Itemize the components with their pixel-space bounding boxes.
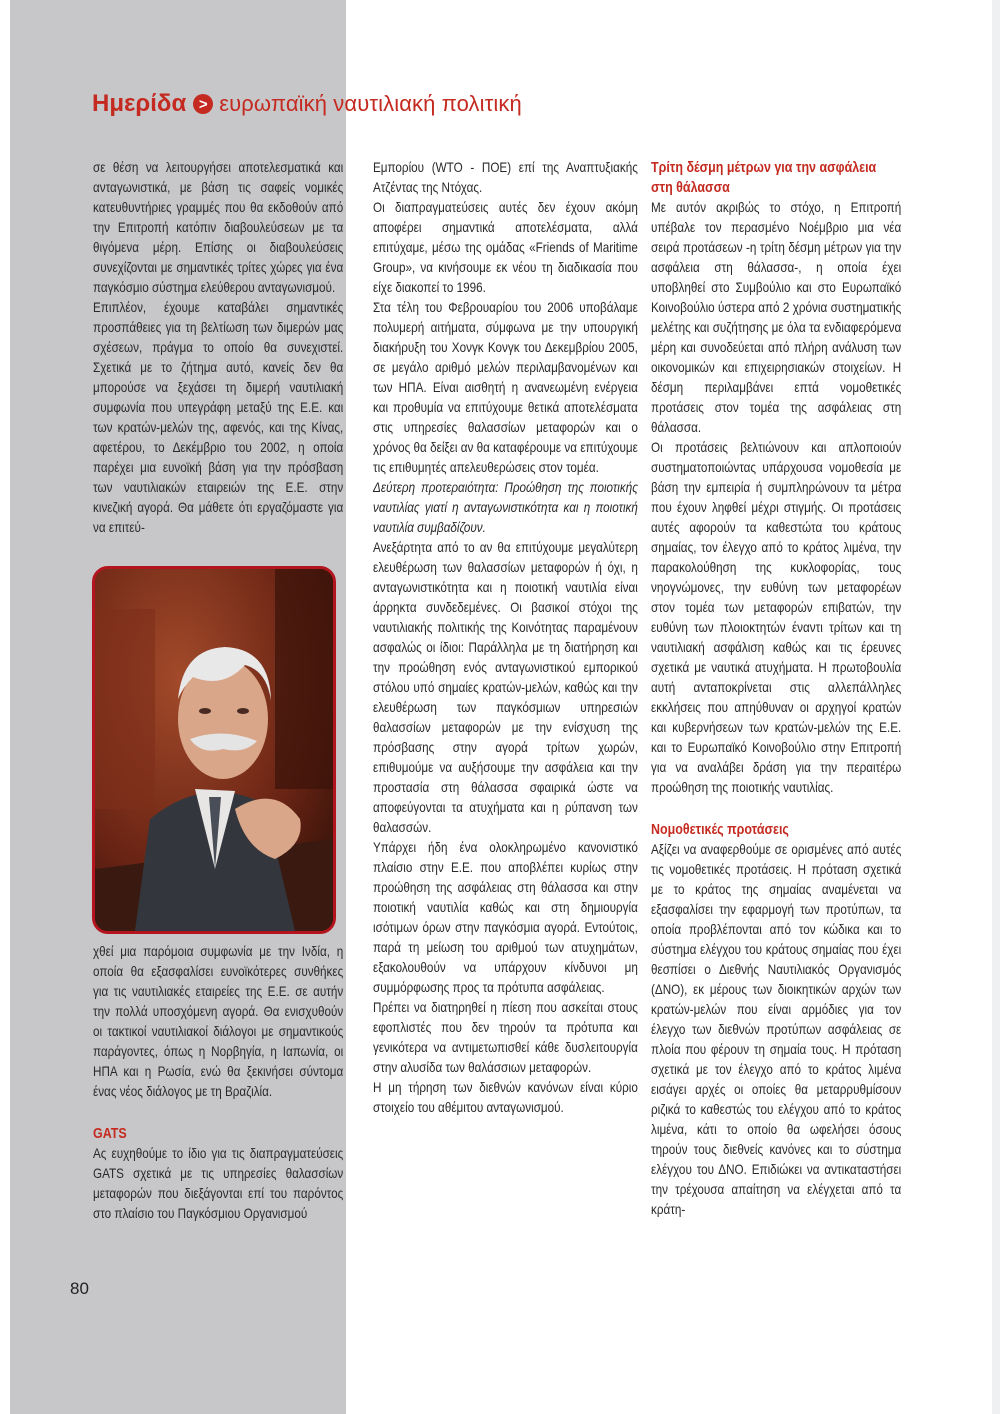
column-1-top xyxy=(93,158,343,538)
paragraph: Εμπορίου (WTO - ΠΟΕ) επί της Αναπτυξιακής Ατζέντας της Ντόχας. xyxy=(373,160,638,195)
paragraph: Επιπλέον, έχουμε καταβάλει σημαντικές προσπάθειες για τη βελτίωση των διμερών μας σχέσεων, πράγμα το οποίο θα συνεχιστεί. Σχετικά με το ζήτημα αυτό, κανείς δεν θα μπορούσε να ξεχάσει τη διμερή ναυτιλιακή συμφωνία που υπεγράφη μεταξύ της Ε.Ε. και των κρατών-μελών της, αφενός, και της Κίνας, αφετέρου, το Δεκέμβριο του 2002, η οποία παρέχει μια ευνοϊκή βάση για την πρόσβαση των ναυτιλιακών εταιρειών της Ε.Ε. στην κινεζική αγορά. Θα μάθετε ότι εργαζόμαστε για να επιτεύ- xyxy=(93,300,344,535)
paragraph: χθεί μια παρόμοια συμφωνία με την Ινδία, η οποία θα εξασφαλίσει ευνοϊκότερες συνθήκες για τις ναυτιλιακές εταιρείες της Ε.Ε. σε αυτήν την πολλά υποσχόμενη αγορά. Θα ενισχυθούν οι τακτικοί ναυτιλιακοί διάλογοι με σημαντικούς παράγοντες, όπως η Νορβηγία, η Ιαπωνία, οι ΗΠΑ και η Ρωσία, ενώ θα ξεκινήσει σύντομα ένας νέος διάλογος με τη Βραζιλία. xyxy=(93,944,344,1099)
paragraph: Οι διαπραγματεύσεις αυτές δεν έχουν ακόμη αποφέρει σημαντικά αποτελέσματα, αλλά επιτύχαμε, μέσω της ομάδας «Friends of Maritime Group», να κινήσουμε εκ νέου τη διαδικασία που είχε διακοπεί το 1996. xyxy=(373,200,638,295)
paragraph: Στα τέλη του Φεβρουαρίου του 2006 υποβάλαμε πολυμερή αιτήματα, σύμφωνα με την υπουργική διακήρυξη του Χονγκ Κονγκ του Δεκεμβρίου 2005, σε μεγάλο αριθμό μελών περιλαμβανομένων και των ΗΠΑ. Είναι αισθητή η ανανεωμένη ενέργεια και προθυμία να επιτύχουμε θετικά αποτελέσματα στις υπηρεσίες θαλασσίων μεταφορών και ο χρόνος θα δείξει αν θα καταφέρουμε να επιτύχουμε τις επιθυμητές απελευθερώσεις στον τομέα. xyxy=(373,300,638,475)
legislative-proposals-heading: Νομοθετικές προτάσεις xyxy=(651,822,789,838)
speaker-portrait xyxy=(95,569,333,931)
safety-package-heading: Τρίτη δέσμη μέτρων για την ασφάλεια στη θάλασσα xyxy=(651,160,877,196)
page-header xyxy=(92,84,652,124)
column-2 xyxy=(373,158,638,1118)
column-3 xyxy=(651,158,901,1220)
paragraph: Η μη τήρηση των διεθνών κανόνων είναι κύριο στοιχείο του αθέμιτου ανταγωνισμού. xyxy=(373,1080,638,1115)
section-title: Ημερίδα xyxy=(92,90,187,117)
arrow-icon: > xyxy=(193,94,213,114)
paragraph: Ανεξάρτητα από το αν θα επιτύχουμε μεγαλύτερη ελευθέρωση των θαλασσίων μεταφορών ή όχι, η ανταγωνιστικότητα και η ποιοτική ναυτιλία είναι άρρηκτα συνδεδεμένες. Οι βασικοί στόχοι της ναυτιλιακής πολιτικής της Κοινότητας παραμένουν ασφαλώς οι ίδιοι: Παράλληλα με τη διατήρηση και την προώθηση ενός ανταγωνιστικού εμπορικού στόλου υπό σημαίες κρατών-μελών, καθώς και την ελευθέρωση των παγκόσμιων υπηρεσιών θαλασσίων μεταφορών με την ενίσχυση της πρόσβασης στην αγορά τρίτων χωρών, επιθυμούμε να αυξήσουμε την ασφάλεια και την προστασία στη θάλασσα σφαιρικά ώστε να αποφεύγονται τα ατυχήματα και η ρύπανση των θαλασσών. xyxy=(373,540,638,835)
speaker-photo xyxy=(92,566,336,934)
paragraph: Ας ευχηθούμε το ίδιο για τις διαπραγματεύσεις GATS σχετικά με τις υπηρεσίες θαλασσίων μεταφορών που διεξάγονται επί του παρόντος στο πλαίσιο του Παγκόσμιου Οργανισμού xyxy=(93,1146,344,1221)
paragraph: Υπάρχει ήδη ένα ολοκληρωμένο κανονιστικό πλαίσιο στην Ε.Ε. που αποβλέπει κυρίως στην προώθηση της ασφάλειας στη θάλασσα και στην ποιοτική ναυτιλία καθώς και στη δημιουργία ισότιμων όρων στην παγκόσμια αγορά. Εντούτοις, παρά τη μείωση του αριθμού των ατυχημάτων, εξακολουθούν να υπάρχουν κίνδυνοι μη συμμόρφωσης προς τα πρότυπα ασφάλειας. xyxy=(373,840,638,995)
paragraph: Με αυτόν ακριβώς το στόχο, η Επιτροπή υπέβαλε τον περασμένο Νοέμβριο μια νέα σειρά προτάσεων -η τρίτη δέσμη μέτρων για την ασφάλεια στη θάλασσα-, η οποία έχει υποβληθεί στο Συμβούλιο και στο Ευρωπαϊκό Κοινοβούλιο ύστερα από 2 χρόνια συστηματικής μελέτης και συζήτησης με όλα τα ενδιαφερόμενα μέρη και συνοδεύεται από πλήρη ανάλυση των οικονομικών και επιχειρησιακών στοιχείων. Η δέσμη περιλαμβάνει επτά νομοθετικές προτάσεις στον τομέα της ασφάλειας στη θάλασσα. xyxy=(651,200,902,435)
page-edge xyxy=(992,0,1000,1414)
section-subtitle: ευρωπαϊκή ναυτιλιακή πολιτική xyxy=(219,91,522,116)
page-number: 80 xyxy=(70,1279,89,1298)
gats-heading: GATS xyxy=(93,1126,127,1142)
column-1-bottom xyxy=(93,942,343,1224)
paragraph: Πρέπει να διατηρηθεί η πίεση που ασκείται στους εφοπλιστές που δεν τηρούν τα πρότυπα και γενικότερα να αντιμετωπισθεί κάθε δυσλειτουργία στην αλυσίδα των θαλάσσιων μεταφορών. xyxy=(373,1000,638,1075)
paragraph: σε θέση να λειτουργήσει αποτελεσματικά και ανταγωνιστικά, με βάση τις σαφείς νομικές κατευθυντήριες γραμμές που θα εκδοθούν από την Επιτροπή κατόπιν διαβουλεύσεων με τα θιγόμενα μέρη. Επίσης οι διαβουλεύσεις συνεχίζονται με σημαντικές τρίτες χώρες για ένα παγκόσμιο σύστημα ελεύθερου ανταγωνισμού. xyxy=(93,160,344,295)
paragraph: Αξίζει να αναφερθούμε σε ορισμένες από αυτές τις νομοθετικές προτάσεις. Η πρόταση σχετικά με το κράτος της σημαίας αναμένεται να εξασφαλίσει την εφαρμογή των προτύπων, τα οποία προβλέπονται από τον κώδικα και το σύστημα ελέγχου του κράτους σημαίας που έχει θεσπίσει ο Διεθνής Ναυτιλιακός Οργανισμός (ΔΝΟ), εκ μέρους των διοικητικών αρχών των κρατών-μελών που είναι αρμόδιες για τον έλεγχο των διεθνών προτύπων ασφάλειας σε πλοία που φέρουν τη σημαία τους. Η πρόταση σχετικά με τον έλεγχο από το κράτος λιμένα εισάγει αρχές οι οποίες θα μεταρρυθμίσουν ριζικά το καθεστώς του ελέγχου από το κράτος λιμένα, κάτι το οποίο θα ωφελήσει όσους τηρούν τους διεθνείς κανόνες και το σύστημα ελέγχου του ΔΝΟ. Επιδιώκει να αντικαταστήσει την τρέχουσα απαίτηση να ελέγχεται από τα κράτη- xyxy=(651,842,902,1217)
paragraph-italic: Δεύτερη προτεραιότητα: Προώθηση της ποιοτικής ναυτιλίας γιατί η ανταγωνιστικότητα και η ποιοτική ναυτιλία συμβαδίζουν. xyxy=(373,480,638,535)
paragraph: Οι προτάσεις βελτιώνουν και απλοποιούν συστηματοποιώντας υπάρχουσα νομοθεσία με βάση την εμπειρία ή συμπληρώνουν τα μέτρα που έχουν ληφθεί μέχρι στιγμής. Οι προτάσεις αυτές αφορούν τα καθεστώτα του κράτους σημαίας, τον έλεγχο από το κράτος λιμένα, την παρακολούθηση της κυκλοφορίας, τους νηογνώμονες, την ευθύνη των μεταφορέων στον τομέα των μεταφορών επιβατών, την ευθύνη των πλοιοκτητών έναντι τρίτων και τη ναυτιλιακή ασφάλιση καθώς και τις έρευνες σχετικά με ναυτικά ατυχήματα. Η πρωτοβουλία αυτή ανταποκρίνεται στις αλλεπάλληλες εκκλήσεις που απηύθυναν οι αρχηγοί κρατών και κυβερνήσεων των κρατών-μελών της Ε.Ε. και το Ευρωπαϊκό Κοινοβούλιο στην Επιτροπή για να αναλάβει δράση για την περαιτέρω προώθηση της ποιοτικής ναυτιλίας. xyxy=(651,440,902,795)
